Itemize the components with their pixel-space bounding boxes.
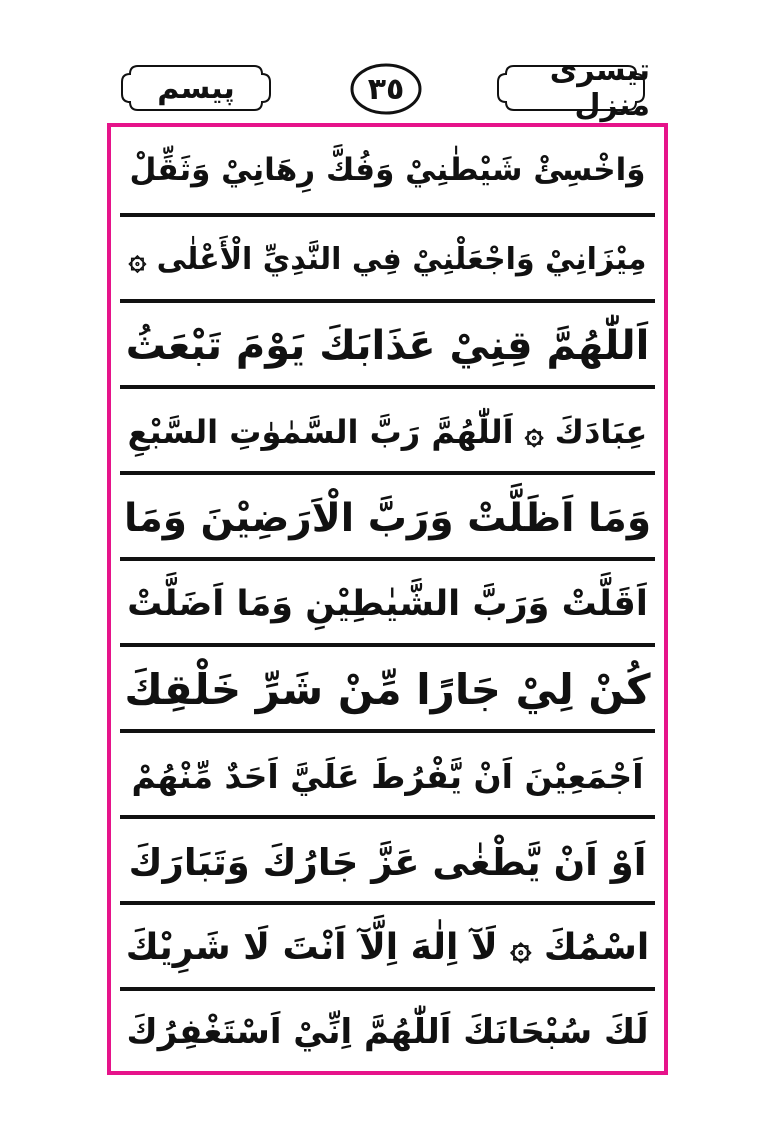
text-lines [120, 127, 655, 1071]
text-line: اَقَلَّتْ وَرَبَّ الشَّيٰطِيْنِ وَمَا اَضَلَّتْ [127, 583, 648, 624]
text-line: مِيْزَانِيْ وَاجْعَلْنِيْ فِي النَّدِيِّ الْأَعْلٰى ۞ [128, 242, 647, 277]
page-header [0, 0, 772, 123]
right-header-cartouche [492, 53, 650, 123]
page-number-badge [349, 62, 423, 116]
text-frame [107, 123, 668, 1075]
text-line: عِبَادَكَ ۞ اَللّٰهُمَّ رَبَّ السَّمٰوٰتِ السَّبْعِ [127, 413, 648, 451]
text-line: لَكَ سُبْحَانَكَ اَللّٰهُمَّ اِنِّيْ اَسْتَغْفِرُكَ [126, 1012, 649, 1052]
left-header-title: پیسم [157, 70, 235, 106]
text-line: كُنْ لِيْ جَارًا مِّنْ شَرِّ خَلْقِكَ [124, 665, 651, 714]
text-line: اَوْ اَنْ يَّطْغٰى عَزَّ جَارُكَ وَتَبَارَكَ [128, 840, 647, 884]
text-line: وَمَا اَظَلَّتْ وَرَبَّ الْاَرَضِيْنَ وَمَا [123, 495, 652, 541]
text-line: اَللّٰهُمَّ قِنِيْ عَذَابَكَ يَوْمَ تَبْعَثُ [125, 323, 650, 369]
page-number: ٣٥ [367, 71, 405, 107]
text-line: وَاخْسِئْ شَيْطٰنِيْ وَفُكَّ رِهَانِيْ وَثَقِّلْ [129, 151, 646, 188]
text-line: اسْمُكَ ۞ لَآ اِلٰهَ اِلَّآ اَنْتَ لَا شَرِيْكَ [125, 927, 650, 968]
right-header-title: تیسری منزل [549, 53, 650, 123]
text-line: اَجْمَعِيْنَ اَنْ يَّفْرُطَ عَلَيَّ اَحَدٌ مِّنْهُمْ [131, 756, 644, 796]
left-header-cartouche [116, 60, 276, 116]
